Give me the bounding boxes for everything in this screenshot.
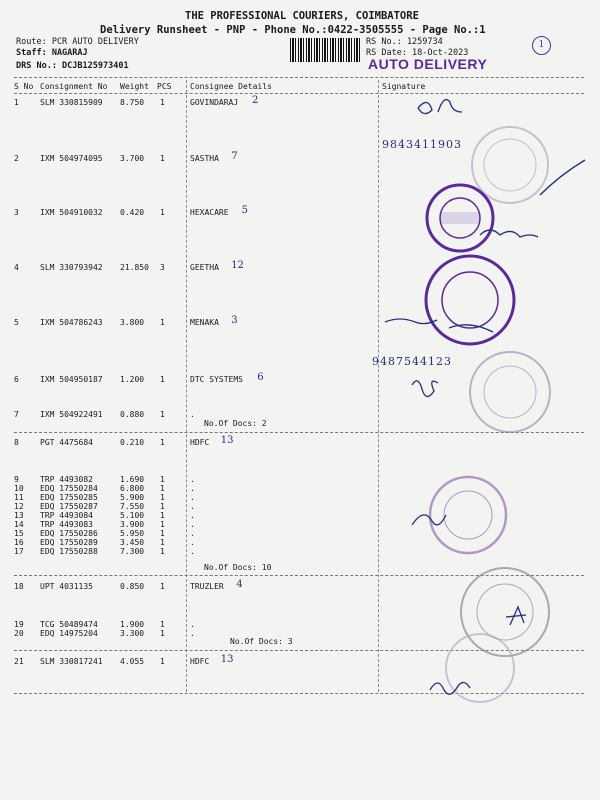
row-consignment: EDQ 17550288 bbox=[40, 547, 98, 556]
row-consignment: TRP 4493084 bbox=[40, 511, 93, 520]
row-consignment: IXM 504974095 bbox=[40, 154, 103, 163]
row-pcs: 1 bbox=[160, 629, 165, 638]
route-label: Route: PCR AUTO DELIVERY bbox=[16, 37, 139, 47]
row-sno: 3 bbox=[14, 208, 19, 217]
row-consignee: . bbox=[190, 502, 195, 511]
row-consignee: HEXACARE bbox=[190, 208, 229, 217]
runsheet-subtitle: Delivery Runsheet - PNP - Phone No.:0422-3505555 - Page No.:1 bbox=[100, 24, 486, 36]
row-weight: 3.300 bbox=[120, 629, 145, 638]
row-pcs: 1 bbox=[160, 657, 165, 666]
row-sno: 10 bbox=[14, 484, 24, 493]
page-number-mark: 1 bbox=[532, 36, 551, 55]
row-weight: 5.100 bbox=[120, 511, 145, 520]
row-pcs: 1 bbox=[160, 582, 165, 591]
row-sno: 13 bbox=[14, 511, 24, 520]
signature-8 bbox=[412, 515, 446, 525]
company-title: THE PROFESSIONAL COURIERS, COIMBATORE bbox=[185, 10, 419, 22]
staff-label: Staff: NAGARAJ bbox=[16, 48, 88, 58]
row-weight: 1.200 bbox=[120, 375, 145, 384]
row-pcs: 1 bbox=[160, 520, 165, 529]
row-pcs: 1 bbox=[160, 375, 165, 384]
row-pcs: 3 bbox=[160, 263, 165, 272]
doc-count-1: No.Of Docs: 2 bbox=[204, 419, 267, 428]
row-weight: 3.800 bbox=[120, 318, 145, 327]
row-sno: 20 bbox=[14, 629, 24, 638]
row-weight: 3.900 bbox=[120, 520, 145, 529]
doc-count-2: No.Of Docs: 10 bbox=[204, 563, 272, 572]
row-sno: 19 bbox=[14, 620, 24, 629]
row-weight: 5.900 bbox=[120, 493, 145, 502]
handwritten-route-number: 7 bbox=[231, 151, 238, 162]
col-consignment: Consignment No bbox=[40, 82, 108, 91]
row-consignee: . bbox=[190, 629, 195, 638]
doc-count-3: No.Of Docs: 3 bbox=[230, 637, 293, 646]
row-pcs: 1 bbox=[160, 318, 165, 327]
row-sno: 16 bbox=[14, 538, 24, 547]
row-consignee: . bbox=[190, 493, 195, 502]
col-consignee: Consignee Details bbox=[190, 82, 272, 91]
row-weight: 0.420 bbox=[120, 208, 145, 217]
row-pcs: 1 bbox=[160, 538, 165, 547]
row-sno: 18 bbox=[14, 582, 24, 591]
row-consignment: IXM 504950187 bbox=[40, 375, 103, 384]
dtc-stamp bbox=[470, 352, 550, 432]
row-consignee: . bbox=[190, 410, 195, 419]
row-sno: 17 bbox=[14, 547, 24, 556]
handwritten-phone: 9487544123 bbox=[372, 355, 452, 368]
hdfc2-stamp bbox=[446, 634, 514, 702]
row-consignment: TCG 50489474 bbox=[40, 620, 98, 629]
row-weight: 6.800 bbox=[120, 484, 145, 493]
handwritten-phone: 9843411903 bbox=[382, 138, 462, 151]
signature-18 bbox=[506, 607, 526, 625]
row-sno: 6 bbox=[14, 375, 19, 384]
row-consignment: EDQ 17550287 bbox=[40, 502, 98, 511]
hdfc-stamp bbox=[430, 477, 506, 553]
row-sno: 2 bbox=[14, 154, 19, 163]
row-pcs: 1 bbox=[160, 438, 165, 447]
row-consignee: MENAKA bbox=[190, 318, 219, 327]
row-sno: 21 bbox=[14, 657, 24, 666]
signature-6 bbox=[412, 381, 438, 397]
row-consignment: IXM 504922491 bbox=[40, 410, 103, 419]
row-pcs: 1 bbox=[160, 620, 165, 629]
row-sno: 7 bbox=[14, 410, 19, 419]
row-weight: 4.055 bbox=[120, 657, 145, 666]
geetha-stamp bbox=[426, 256, 514, 344]
handwritten-route-number: 13 bbox=[220, 654, 234, 665]
row-consignment: EDQ 14975204 bbox=[40, 629, 98, 638]
row-weight: 0.850 bbox=[120, 582, 145, 591]
signature-1 bbox=[418, 100, 462, 114]
row-pcs: 1 bbox=[160, 208, 165, 217]
row-consignee: . bbox=[190, 511, 195, 520]
row-pcs: 1 bbox=[160, 484, 165, 493]
row-pcs: 1 bbox=[160, 529, 165, 538]
row-weight: 3.450 bbox=[120, 538, 145, 547]
row-weight: 7.300 bbox=[120, 547, 145, 556]
row-weight: 0.880 bbox=[120, 410, 145, 419]
row-consignment: UPT 4031135 bbox=[40, 582, 93, 591]
row-pcs: 1 bbox=[160, 502, 165, 511]
row-consignee: . bbox=[190, 529, 195, 538]
row-consignee: . bbox=[190, 538, 195, 547]
row-consignee: GOVINDARAJ bbox=[190, 98, 239, 107]
row-weight: 5.950 bbox=[120, 529, 145, 538]
row-sno: 5 bbox=[14, 318, 19, 327]
col-sno: S No bbox=[14, 82, 34, 91]
row-weight: 1.690 bbox=[120, 475, 145, 484]
col-signature: Signature bbox=[382, 82, 426, 91]
rs-date: RS Date: 18-Oct-2023 bbox=[366, 48, 469, 58]
row-consignment: TRP 4493083 bbox=[40, 520, 93, 529]
rs-no: RS No.: 1259734 bbox=[366, 37, 443, 47]
row-consignment: EDQ 17550289 bbox=[40, 538, 98, 547]
row-consignment: EDQ 17550286 bbox=[40, 529, 98, 538]
row-weight: 7.550 bbox=[120, 502, 145, 511]
row-weight: 3.700 bbox=[120, 154, 145, 163]
row-pcs: 1 bbox=[160, 154, 165, 163]
truzler-stamp bbox=[461, 568, 549, 656]
row-sno: 15 bbox=[14, 529, 24, 538]
handwritten-route-number: 2 bbox=[252, 95, 259, 106]
row-consignment: SLM 330815909 bbox=[40, 98, 103, 107]
row-consignee: DTC SYSTEMS bbox=[190, 375, 243, 384]
row-consignee: SASTHA bbox=[190, 154, 219, 163]
row-pcs: 1 bbox=[160, 547, 165, 556]
row-pcs: 1 bbox=[160, 493, 165, 502]
handwritten-route-number: 5 bbox=[241, 205, 248, 216]
drs-label: DRS No.: DCJB125973401 bbox=[16, 61, 129, 71]
row-consignment: IXM 504786243 bbox=[40, 318, 103, 327]
row-consignee: . bbox=[190, 520, 195, 529]
row-consignment: SLM 330817241 bbox=[40, 657, 103, 666]
row-consignee: HDFC bbox=[190, 657, 210, 666]
row-pcs: 1 bbox=[160, 511, 165, 520]
row-consignee: . bbox=[190, 475, 195, 484]
row-pcs: 1 bbox=[160, 410, 165, 419]
col-pcs: PCS bbox=[157, 82, 172, 91]
row-consignment: SLM 330793942 bbox=[40, 263, 103, 272]
row-pcs: 1 bbox=[160, 475, 165, 484]
row-sno: 12 bbox=[14, 502, 24, 511]
handwritten-route-number: 3 bbox=[231, 315, 238, 326]
row-sno: 11 bbox=[14, 493, 24, 502]
row-consignment: IXM 504910032 bbox=[40, 208, 103, 217]
row-sno: 14 bbox=[14, 520, 24, 529]
sastha-stamp bbox=[472, 127, 548, 203]
row-weight: 1.900 bbox=[120, 620, 145, 629]
row-sno: 9 bbox=[14, 475, 19, 484]
row-consignee: . bbox=[190, 484, 195, 493]
row-sno: 8 bbox=[14, 438, 19, 447]
row-consignment: TRP 4493082 bbox=[40, 475, 93, 484]
row-consignee: HDFC bbox=[190, 438, 210, 447]
row-consignee: GEETHA bbox=[190, 263, 219, 272]
row-sno: 4 bbox=[14, 263, 19, 272]
row-consignee: . bbox=[190, 547, 195, 556]
row-consignment: EDQ 17550285 bbox=[40, 493, 98, 502]
handwritten-route-number: 12 bbox=[231, 260, 244, 271]
row-weight: 0.210 bbox=[120, 438, 145, 447]
row-consignee: . bbox=[190, 620, 195, 629]
handwritten-route-number: 13 bbox=[220, 435, 234, 446]
row-weight: 21.850 bbox=[120, 263, 149, 272]
auto-delivery-stamp: AUTO DELIVERY bbox=[368, 56, 488, 72]
row-weight: 8.750 bbox=[120, 98, 145, 107]
handwritten-route-number: 6 bbox=[257, 372, 264, 383]
handwritten-route-number: 4 bbox=[236, 579, 243, 590]
row-pcs: 1 bbox=[160, 98, 165, 107]
row-consignment: EDQ 17550284 bbox=[40, 484, 98, 493]
row-consignee: TRUZLER bbox=[190, 582, 224, 591]
row-sno: 1 bbox=[14, 98, 19, 107]
col-weight: Weight bbox=[120, 82, 149, 91]
row-consignment: PGT 4475684 bbox=[40, 438, 93, 447]
